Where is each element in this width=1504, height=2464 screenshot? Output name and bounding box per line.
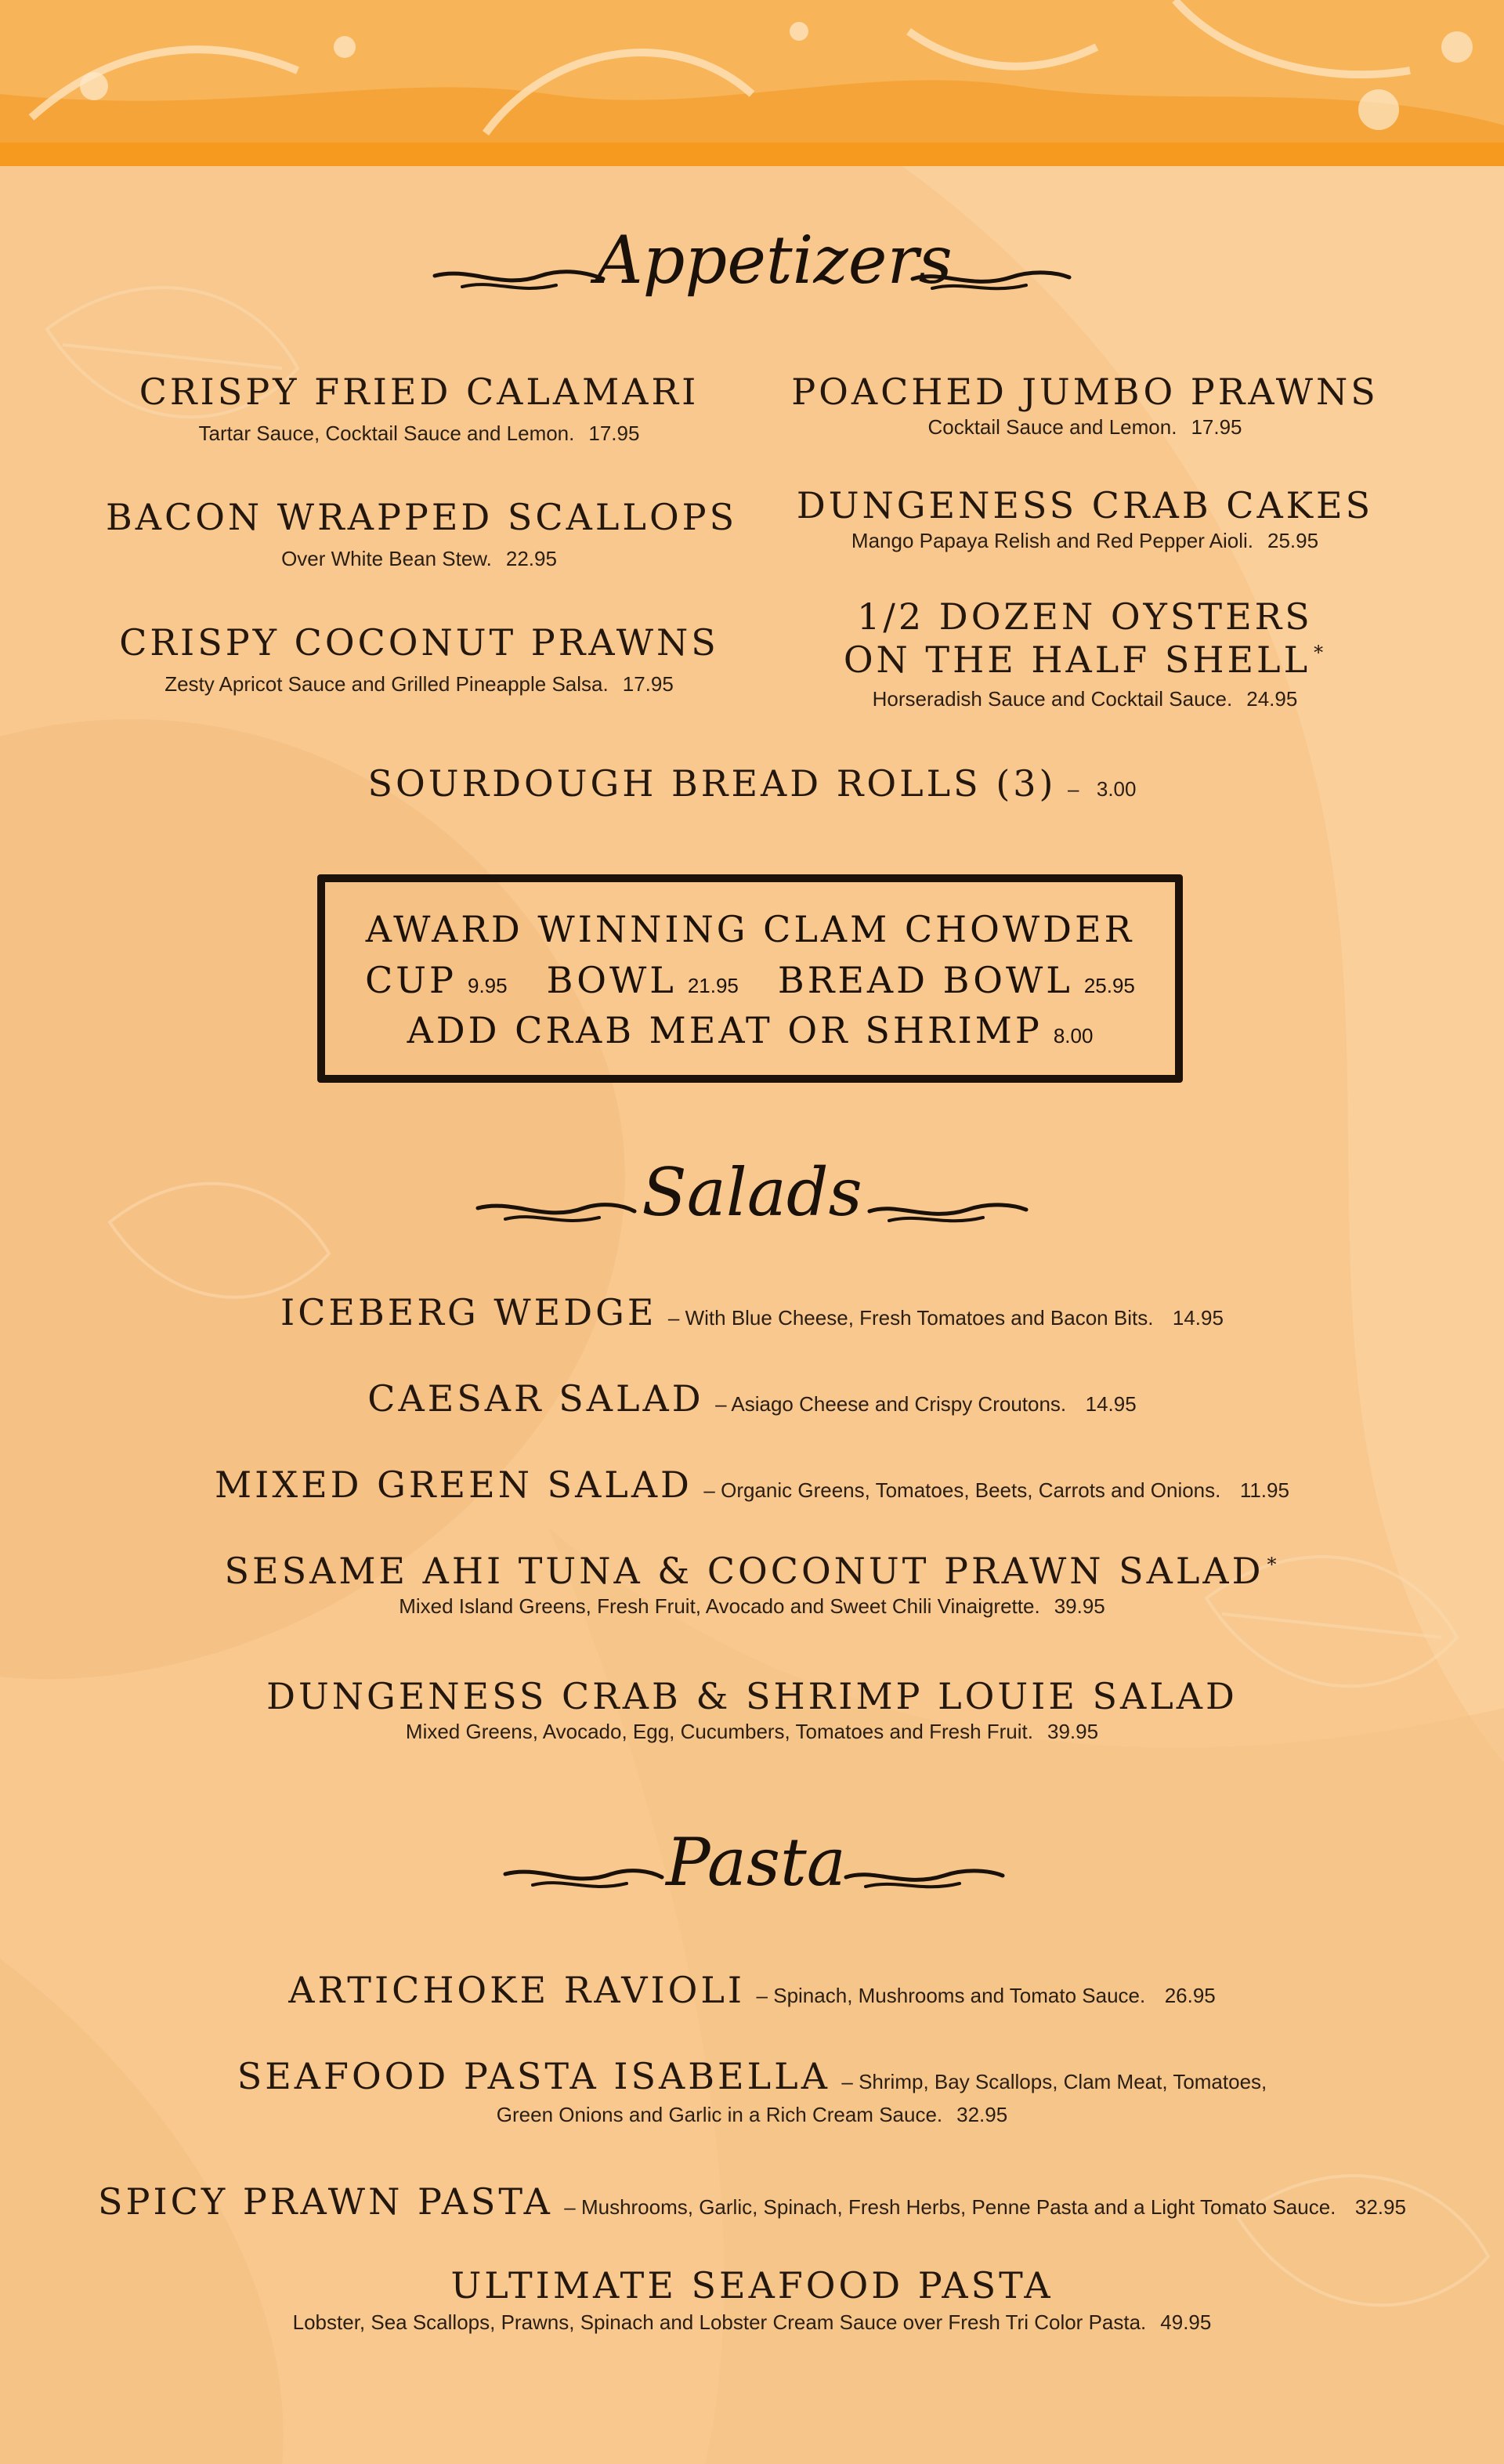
item-name: DUNGENESS CRAB CAKES [796,484,1374,526]
item-description: Zesty Apricot Sauce and Grilled Pineapple Salsa. [164,671,609,696]
chowder-title: AWARD WINNING CLAM CHOWDER [365,908,1135,950]
item-price: 39.95 [1054,1594,1105,1618]
item-name: POACHED JUMBO PRAWNS [791,371,1379,413]
item-description: Tartar Sauce, Cocktail Sauce and Lemon. [198,421,575,445]
item-description: Horseradish Sauce and Cocktail Sauce. [872,687,1233,711]
item-description: – Spinach, Mushrooms and Tomato Sauce. [756,1984,1146,2007]
item-price: 3.00 [1096,777,1137,801]
item-name: ICEBERG WEDGE [280,1291,657,1333]
item-price: 49.95 [1160,2310,1212,2334]
bowl-price: 21.95 [687,973,739,997]
item-price: 25.95 [1267,528,1319,552]
clam-chowder-box [317,874,1183,1083]
item-name: SOURDOUGH BREAD ROLLS (3) [367,762,1057,805]
item-description: – Shrimp, Bay Scallops, Clam Meat, Tomatoes, [841,2070,1267,2093]
cup-price: 9.95 [468,973,508,997]
addon-label: ADD CRAB MEAT OR SHRIMP [407,1009,1043,1052]
item-name: ARTICHOKE RAVIOLI [288,1969,746,2011]
menu-item-bread-rolls [204,764,1300,804]
menu-item-ultimate-seafood-pasta [125,2266,1379,2335]
raw-warning-asterisk: * [1267,1553,1280,1576]
menu-item-louie-salad [125,1677,1379,1744]
item-name: SESAME AHI TUNA & COCONUT PRAWN SALAD [224,1550,1264,1592]
item-price: 24.95 [1246,687,1298,711]
menu-item-ahi-tuna-salad [125,1551,1379,1619]
item-name: SPICY PRAWN PASTA [98,2180,553,2223]
item-description: Mixed Greens, Avocado, Egg, Cucumbers, Tomatoes and Fresh Fruit. [405,1719,1033,1743]
menu-item-crab-cakes [772,486,1398,553]
item-price: 14.95 [1172,1306,1224,1330]
menu-item-jumbo-prawns [772,372,1398,440]
flourish-right-icon [909,259,1073,298]
item-price: 26.95 [1164,1984,1216,2007]
menu-item-pasta-isabella [125,2057,1379,2127]
item-name: CRISPY COCONUT PRAWNS [119,621,719,664]
item-dash: – [1067,777,1079,801]
chowder-addon [325,1011,1175,1051]
flourish-left-icon [501,1857,666,1896]
item-name: BACON WRAPPED SCALLOPS [106,496,738,538]
item-description: Cocktail Sauce and Lemon. [927,414,1177,439]
menu-item-iceberg-wedge [125,1293,1379,1333]
item-price: 17.95 [1191,414,1242,439]
item-description: – Mushrooms, Garlic, Spinach, Fresh Herbs, Penne Pasta and a Light Tomato Sauce. [564,2195,1336,2219]
menu-item-calamari [106,372,732,446]
bread-bowl-price: 25.95 [1083,973,1135,997]
item-price: 17.95 [588,421,640,445]
menu-item-scallops [106,496,738,571]
addon-price: 8.00 [1053,1024,1094,1048]
item-price: 32.95 [956,2102,1008,2126]
menu-item-coconut-prawns [106,623,732,697]
item-name-line1: 1/2 DOZEN OYSTERS [857,595,1313,638]
item-price: 14.95 [1085,1392,1137,1416]
item-name-line2: ON THE HALF SHELL [843,638,1311,681]
item-price: 11.95 [1239,1478,1289,1502]
item-description: Over White Bean Stew. [281,546,492,570]
flourish-left-icon [474,1191,638,1230]
item-name: MIXED GREEN SALAD [215,1464,692,1506]
item-name: SEAFOOD PASTA ISABELLA [237,2055,830,2097]
item-description: – With Blue Cheese, Fresh Tomatoes and Bacon Bits. [667,1306,1154,1330]
item-name: CRISPY FRIED CALAMARI [139,371,700,413]
item-price: 32.95 [1354,2195,1406,2219]
flourish-left-icon [431,259,607,298]
menu-item-spicy-prawn-pasta [47,2182,1457,2222]
menu-item-caesar-salad [125,1379,1379,1419]
appetizers-heading: Appetizers [595,222,953,299]
item-name: ULTIMATE SEAFOOD PASTA [450,2264,1054,2307]
bowl-label: BOWL [546,958,677,1001]
cup-label: CUP [365,958,457,1001]
item-price: 39.95 [1047,1719,1099,1743]
item-description: Mango Papaya Relish and Red Pepper Aioli. [851,528,1254,552]
item-price: 22.95 [505,546,557,570]
item-description: Mixed Island Greens, Fresh Fruit, Avocado and Sweet Chili Vinaigrette. [399,1594,1040,1618]
item-description: – Organic Greens, Tomatoes, Beets, Carrots and Onions. [703,1478,1221,1502]
pasta-heading: Pasta [666,1824,846,1901]
item-description: – Asiago Cheese and Crispy Croutons. [715,1392,1067,1416]
item-price: 17.95 [622,671,674,696]
flourish-right-icon [842,1857,1007,1896]
bread-bowl-label: BREAD BOWL [777,958,1073,1001]
item-name: CAESAR SALAD [367,1377,704,1420]
item-description: Lobster, Sea Scallops, Prawns, Spinach and Lobster Cream Sauce over Fresh Tri Color Pasta. [292,2310,1147,2334]
item-name: DUNGENESS CRAB & SHRIMP LOUIE SALAD [266,1675,1238,1717]
item-description-line2: Green Onions and Garlic in a Rich Cream Sauce. [496,2102,943,2126]
raw-warning-asterisk: * [1314,642,1327,664]
menu-item-mixed-green-salad [125,1465,1379,1505]
salads-heading: Salads [642,1154,862,1231]
flourish-right-icon [866,1191,1030,1230]
chowder-sizes [325,958,1175,1001]
menu-item-oysters [772,597,1398,711]
menu-item-artichoke-ravioli [125,1970,1379,2010]
